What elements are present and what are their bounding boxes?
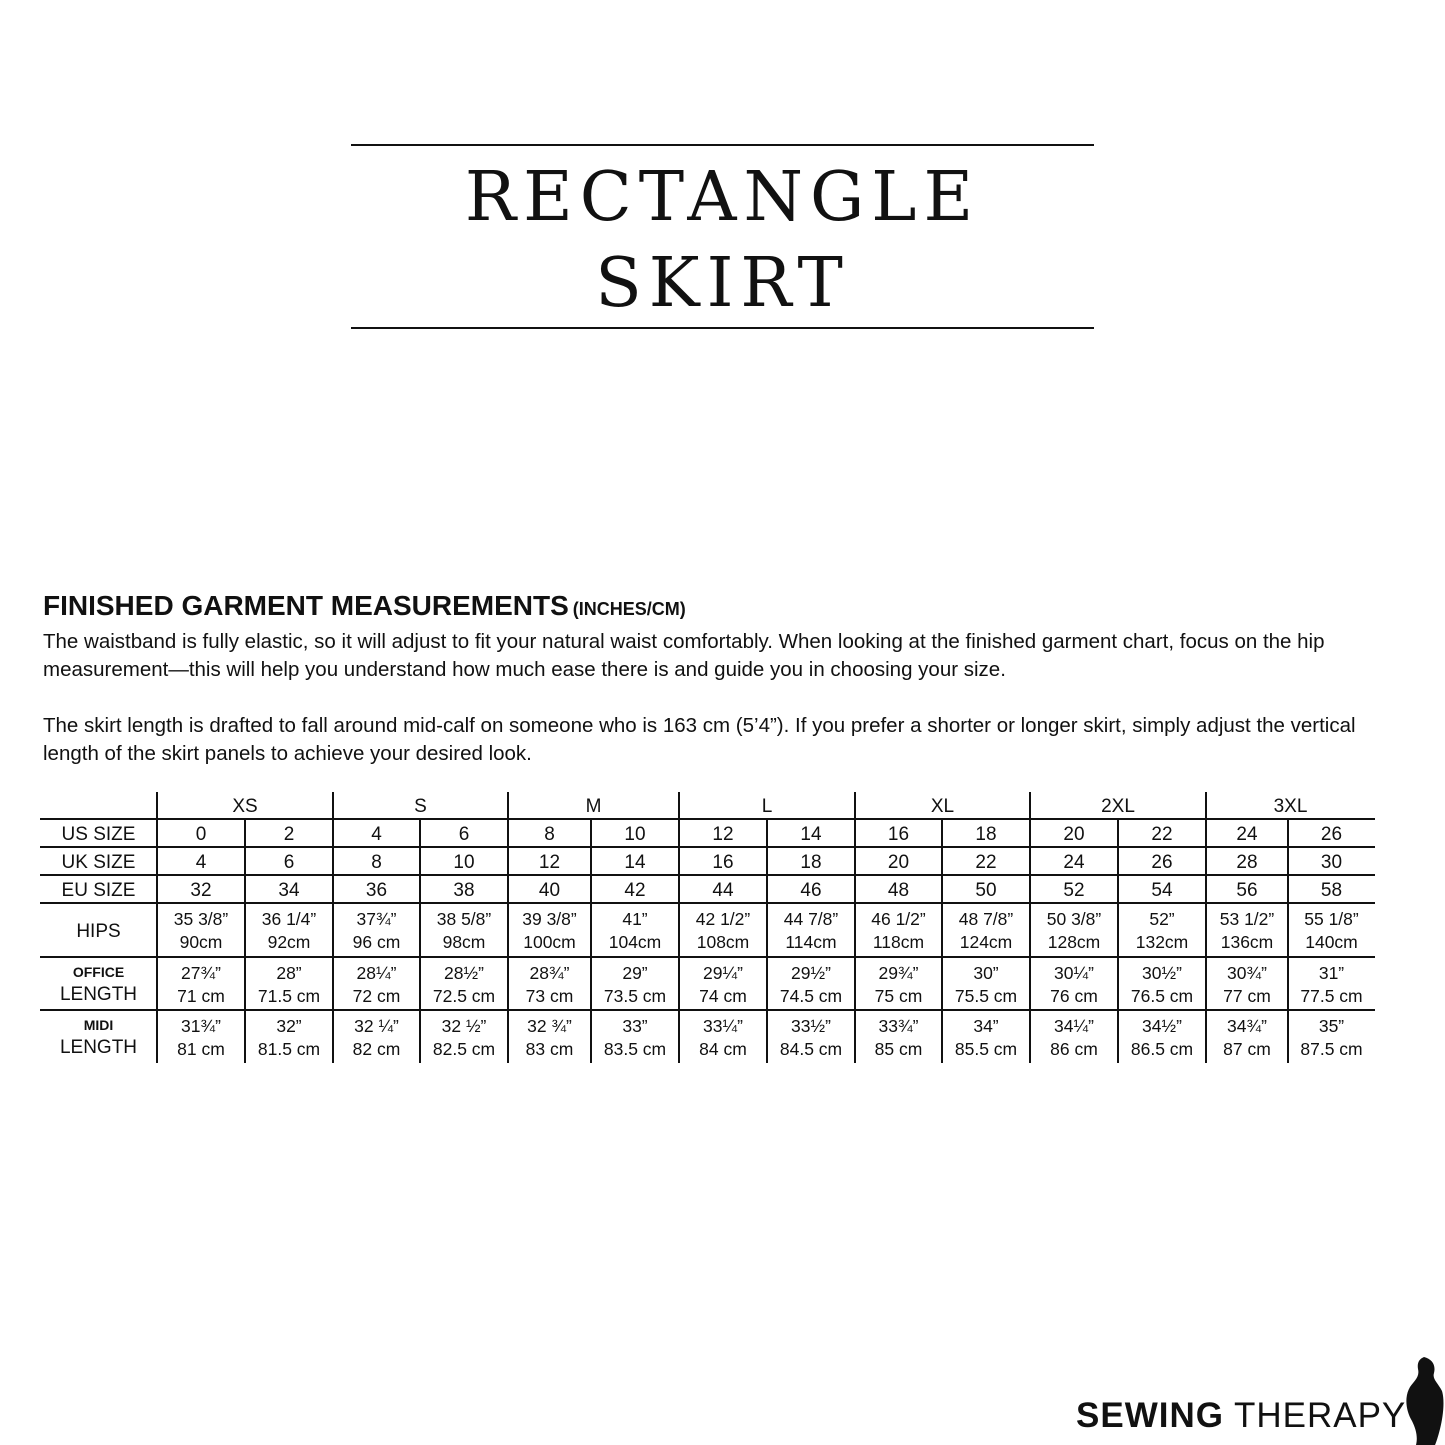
table-cell-cm: 90cm	[179, 932, 223, 952]
size-group-header: M	[585, 796, 602, 817]
table-cell-cm: 85.5 cm	[954, 1039, 1018, 1059]
table-cell: 44 7/8”	[783, 909, 839, 929]
table-cell: 30¼”	[1054, 963, 1094, 983]
table-cell: 14	[800, 824, 822, 845]
table-cell-cm: 82 cm	[352, 1039, 401, 1059]
table-cell: 30	[1320, 852, 1343, 873]
table-cell-cm: 83 cm	[525, 1039, 574, 1059]
table-cell: 44	[712, 880, 734, 901]
table-cell: 36	[365, 880, 388, 901]
table-cell: 30½”	[1142, 963, 1182, 983]
table-cell-cm: 75.5 cm	[954, 986, 1018, 1006]
table-cell: 32 ¾”	[527, 1016, 572, 1036]
table-cell: 29¾”	[878, 963, 919, 983]
table-cell: 38	[453, 880, 475, 901]
brand-wordmark	[1076, 1396, 1406, 1436]
table-cell: 16	[712, 852, 734, 873]
table-cell: 29¼”	[703, 963, 743, 983]
section-heading	[43, 590, 686, 622]
table-cell: 28½”	[444, 963, 484, 983]
paragraph-waistband: The waistband is fully elastic, so it will adjust to fit your natural waist comfortably. When looking at the finished garment chart, focus on the hip measurement—this will help you understand how much ease there is and guide you in choosing your size.	[43, 630, 1325, 681]
table-cell-cm: 108cm	[696, 932, 750, 952]
table-cell: 10	[624, 824, 646, 845]
table-cell-cm: 83.5 cm	[603, 1039, 667, 1059]
size-group-header: XS	[232, 796, 258, 817]
table-cell: 12	[538, 852, 561, 873]
table-cell: 6	[283, 852, 295, 873]
table-cell-cm: 76.5 cm	[1130, 986, 1194, 1006]
table-cell: 54	[1151, 880, 1173, 901]
table-cell: 41”	[622, 909, 648, 929]
table-cell: 42 1/2”	[695, 909, 751, 929]
table-cell: 32”	[276, 1016, 302, 1036]
table-cell: 33½”	[791, 1016, 831, 1036]
table-cell-cm: 73 cm	[525, 986, 574, 1006]
table-cell: 20	[1063, 824, 1085, 845]
size-group-header: 2XL	[1101, 796, 1135, 817]
table-cell-cm: 74 cm	[699, 986, 747, 1006]
table-cell: 31¾”	[181, 1016, 221, 1036]
table-cell: 26	[1151, 852, 1173, 873]
size-group-header: 3XL	[1273, 796, 1308, 817]
table-cell: 46	[800, 880, 822, 901]
table-cell: 50 3/8”	[1046, 909, 1102, 929]
table-cell: 38 5/8”	[436, 909, 492, 929]
row-label-top: MIDI	[83, 1017, 114, 1033]
table-cell: 20	[887, 852, 910, 873]
table-cell: 48 7/8”	[958, 909, 1014, 929]
table-cell-cm: 71.5 cm	[257, 986, 321, 1006]
title-line-1: RECTANGLE	[464, 158, 981, 237]
table-cell: 8	[544, 824, 555, 845]
table-cell-cm: 92cm	[267, 932, 311, 952]
table-cell: 30¾”	[1227, 963, 1267, 983]
table-cell: 46 1/2”	[871, 909, 926, 929]
brand-light: THERAPY	[1233, 1396, 1407, 1435]
table-cell: 42	[624, 880, 646, 901]
table-cell-cm: 77 cm	[1223, 986, 1271, 1006]
table-cell-cm: 114cm	[785, 932, 837, 952]
table-cell-cm: 87.5 cm	[1300, 1039, 1363, 1059]
table-cell: 6	[458, 824, 470, 845]
table-cell-cm: 86 cm	[1050, 1039, 1098, 1059]
title-block	[351, 144, 1094, 329]
table-cell: 32 ¼”	[354, 1016, 399, 1036]
row-label: EU SIZE	[61, 880, 136, 901]
row-label: LENGTH	[59, 984, 138, 1005]
table-cell-cm: 124cm	[959, 932, 1013, 952]
table-cell: 34”	[973, 1016, 999, 1036]
table-cell-cm: 87 cm	[1223, 1039, 1271, 1059]
table-cell: 36 1/4”	[261, 909, 317, 929]
table-cell: 53 1/2”	[1219, 909, 1275, 929]
table-cell-cm: 76 cm	[1050, 986, 1098, 1006]
table-cell: 2	[283, 824, 295, 845]
table-cell-cm: 96 cm	[352, 932, 401, 952]
table-cell-cm: 86.5 cm	[1130, 1039, 1194, 1059]
row-label: US SIZE	[61, 824, 136, 845]
table-cell-cm: 81 cm	[177, 1039, 225, 1059]
table-cell: 29”	[622, 963, 648, 983]
table-cell: 4	[371, 824, 382, 845]
section-heading-unit: (INCHES/CM)	[572, 599, 686, 619]
table-cell-cm: 98cm	[442, 932, 486, 952]
table-cell: 4	[195, 852, 207, 873]
size-group-header: L	[761, 796, 773, 817]
table-cell-cm: 136cm	[1220, 932, 1274, 952]
row-label: LENGTH	[59, 1037, 138, 1058]
table-cell: 34¼”	[1054, 1016, 1094, 1036]
table-cell: 31”	[1318, 963, 1345, 983]
table-cell: 34¾”	[1227, 1016, 1267, 1036]
table-cell-cm: 74.5 cm	[779, 986, 843, 1006]
table-cell: 32	[190, 880, 212, 901]
table-cell: 56	[1236, 880, 1258, 901]
table-cell-cm: 72.5 cm	[432, 986, 496, 1006]
table-cell-cm: 81.5 cm	[257, 1039, 321, 1059]
section-heading-text: FINISHED GARMENT MEASUREMENTS	[43, 590, 569, 621]
size-group-header: S	[414, 796, 427, 817]
table-cell: 8	[371, 852, 382, 873]
table-cell: 52”	[1149, 909, 1175, 929]
brand-bold: SEWING	[1076, 1396, 1224, 1435]
table-cell: 30”	[973, 963, 999, 983]
table-cell: 29½”	[791, 963, 831, 983]
table-cell: 55 1/8”	[1304, 909, 1359, 929]
table-cell: 24	[1236, 824, 1258, 845]
table-cell-cm: 72 cm	[352, 986, 401, 1006]
table-cell-cm: 128cm	[1047, 932, 1101, 952]
table-cell-cm: 71 cm	[177, 986, 225, 1006]
table-cell-cm: 77.5 cm	[1300, 986, 1363, 1006]
table-cell: 52	[1063, 880, 1085, 901]
table-cell-cm: 75 cm	[874, 986, 923, 1006]
row-label: HIPS	[76, 921, 121, 942]
paragraph-length: The skirt length is drafted to fall around mid-calf on someone who is 163 cm (5’4”). If you prefer a shorter or longer skirt, simply adjust the vertical length of the skirt panels to achieve your desired look.	[43, 714, 1356, 765]
dress-form-icon	[1402, 1357, 1445, 1445]
table-cell: 34	[278, 880, 300, 901]
table-cell: 28”	[276, 963, 302, 983]
row-label-top: OFFICE	[72, 964, 125, 980]
table-cell: 28¾”	[529, 963, 570, 983]
table-cell: 12	[712, 824, 734, 845]
table-cell: 14	[624, 852, 646, 873]
table-cell-cm: 100cm	[523, 932, 576, 952]
table-cell-cm: 84.5 cm	[779, 1039, 843, 1059]
table-cell: 27¾”	[181, 963, 221, 983]
table-cell: 16	[887, 824, 910, 845]
table-cell: 24	[1063, 852, 1085, 873]
table-cell: 33¼”	[703, 1016, 743, 1036]
table-cell: 39 3/8”	[522, 909, 577, 929]
table-cell: 58	[1320, 880, 1343, 901]
table-cell: 10	[453, 852, 475, 873]
title-line-2: SKIRT	[595, 244, 850, 323]
table-cell: 40	[538, 880, 561, 901]
table-cell: 26	[1320, 824, 1343, 845]
table-cell: 35 3/8”	[173, 909, 229, 929]
table-cell: 37¾”	[356, 909, 397, 929]
table-cell: 28¼”	[356, 963, 397, 983]
table-cell: 33”	[622, 1016, 648, 1036]
table-cell: 28	[1236, 852, 1258, 873]
table-cell-cm: 118cm	[872, 932, 925, 952]
table-cell: 35”	[1318, 1016, 1345, 1036]
table-cell: 50	[975, 880, 997, 901]
table-cell: 18	[800, 852, 822, 873]
row-label: UK SIZE	[61, 852, 136, 873]
table-cell-cm: 82.5 cm	[432, 1039, 496, 1059]
table-cell-cm: 104cm	[608, 932, 662, 952]
table-cell-cm: 84 cm	[699, 1039, 747, 1059]
table-cell: 48	[887, 880, 910, 901]
table-cell: 33¾”	[878, 1016, 919, 1036]
table-cell-cm: 132cm	[1135, 932, 1189, 952]
table-cell: 22	[975, 852, 997, 873]
size-group-header: XL	[930, 796, 955, 817]
table-cell-cm: 140cm	[1305, 932, 1358, 952]
table-cell: 34½”	[1142, 1016, 1182, 1036]
measurement-table	[0, 780, 1445, 1070]
table-cell: 22	[1151, 824, 1173, 845]
table-cell: 0	[195, 824, 207, 845]
table-cell: 18	[975, 824, 997, 845]
table-cell: 32 ½”	[441, 1016, 487, 1036]
table-cell-cm: 85 cm	[874, 1039, 923, 1059]
table-cell-cm: 73.5 cm	[603, 986, 667, 1006]
